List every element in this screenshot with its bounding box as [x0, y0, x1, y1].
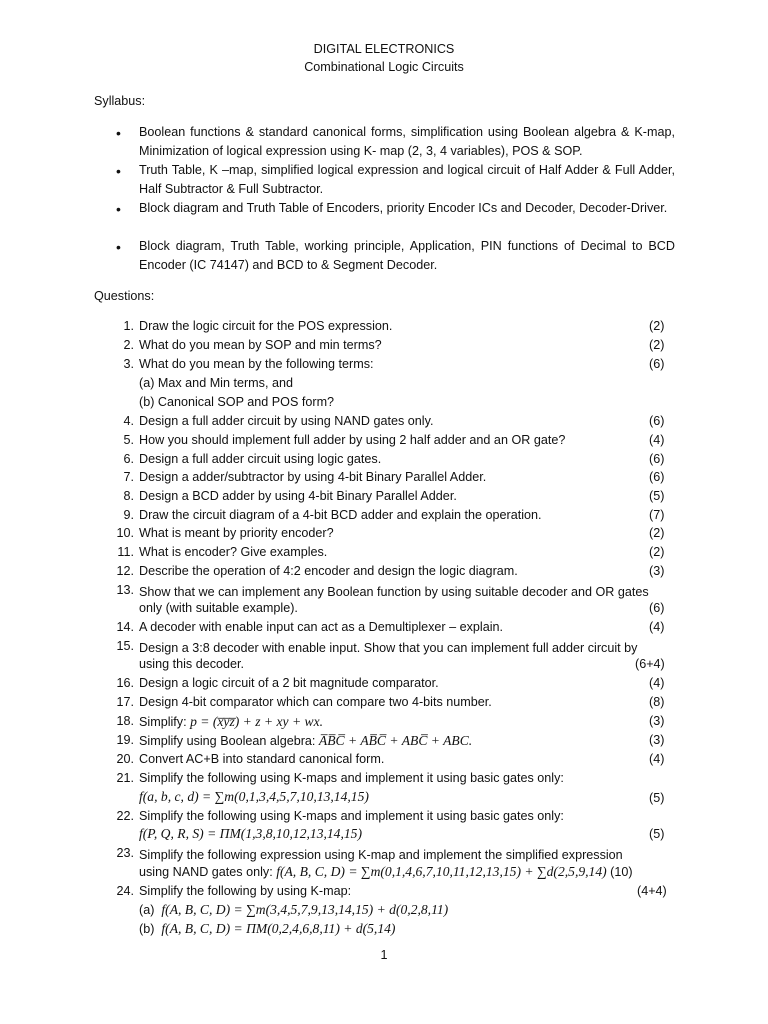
question-text: Design 4-bit comparator which can compare two 4-bits number.: [139, 695, 492, 709]
question-text: Show that we can implement any Boolean function by using suitable decoder and OR gates: [139, 585, 649, 599]
question-marks: (6): [649, 601, 665, 615]
question-marks: (5): [649, 827, 665, 841]
question-number: 12.: [116, 564, 134, 578]
question-text: Design a full adder circuit using logic gates.: [139, 452, 382, 466]
question-number: 13.: [116, 583, 134, 597]
question-text: What is meant by priority encoder?: [139, 526, 334, 540]
question-marks: (4): [649, 433, 665, 447]
bullet-icon: •: [116, 201, 121, 217]
question-marks: (4): [649, 620, 665, 634]
question-marks: (5): [649, 791, 665, 805]
question-number: 11.: [117, 545, 134, 559]
question-text: Simplify the following using K-maps and implement it using basic gates only:: [139, 771, 564, 785]
question-marks: (4): [649, 752, 665, 766]
question-subitem: [139, 902, 448, 918]
question-text-continued: using this decoder.: [139, 657, 245, 671]
question-marks: (3): [649, 714, 665, 728]
bullet-icon: •: [116, 163, 121, 179]
question-number: 14.: [116, 620, 134, 634]
question-number: 19.: [116, 733, 134, 747]
question-number: 17.: [116, 695, 134, 709]
question-number: 4.: [123, 414, 134, 428]
question-number: 6.: [123, 452, 134, 466]
question-number: 20.: [116, 752, 134, 766]
question-prompt: Simplify using Boolean algebra:: [139, 734, 316, 748]
question-subitem: (a) Max and Min terms, and: [139, 376, 293, 390]
question-marks: (4+4): [637, 884, 667, 898]
question-marks: (2): [649, 319, 665, 333]
math-expression: f(a, b, c, d) = ∑m(0,1,3,4,5,7,10,13,14,15): [139, 789, 369, 804]
question-text: What is encoder? Give examples.: [139, 545, 328, 559]
question-marks: (6): [649, 414, 665, 428]
syllabus-item: Block diagram, Truth Table, working principle, Application, PIN functions of Decimal to BCD Encoder (IC 74147) and BCD to & Segment Decoder.: [139, 239, 675, 272]
question-number: 8.: [123, 489, 134, 503]
math-expression: f(P, Q, R, S) = ΠM(1,3,8,10,12,13,14,15): [139, 826, 363, 841]
math-expression: A̅B̅C̅ + AB̅C̅ + ABC̅ + ABC.: [318, 733, 473, 748]
question-subitem: [139, 921, 395, 937]
question-text: Describe the operation of 4:2 encoder and design the logic diagram.: [139, 564, 518, 578]
question-number: 24.: [116, 884, 134, 898]
question-number: 22.: [116, 809, 134, 823]
question-text: Draw the circuit diagram of a 4-bit BCD adder and explain the operation.: [139, 508, 542, 522]
math-expression: f(A, B, C, D) = ΠM(0,2,4,6,8,11) + d(5,14): [161, 921, 396, 936]
question-number: 23.: [116, 846, 134, 860]
question-text: [139, 714, 323, 730]
question-marks: (10): [610, 865, 633, 879]
question-marks: (6): [649, 452, 665, 466]
bullet-icon: •: [116, 239, 121, 255]
question-marks: (3): [649, 733, 665, 747]
subitem-label: (b): [139, 922, 155, 936]
question-number: 15.: [116, 639, 134, 653]
question-number: 16.: [116, 676, 134, 690]
subitem-label: (a): [139, 903, 155, 917]
question-number: 1.: [123, 319, 134, 333]
question-text: Design a full adder circuit by using NAND gates only.: [139, 414, 434, 428]
syllabus-label: Syllabus:: [94, 94, 146, 108]
question-number: 7.: [123, 470, 134, 484]
question-text: Design a BCD adder by using 4-bit Binary Parallel Adder.: [139, 489, 457, 503]
math-expression: p = (x̅y̅z̅) + z + xy + wx.: [190, 714, 324, 729]
question-number: 21.: [116, 771, 134, 785]
page-number: 1: [380, 948, 388, 962]
question-number: 5.: [123, 433, 134, 447]
math-expression: f(A, B, C, D) = ∑m(0,1,4,6,7,10,11,12,13,15) + ∑d(2,5,9,14): [276, 864, 607, 879]
question-marks: (2): [649, 338, 665, 352]
question-text: Simplify the following expression using K-map and implement the simplified expression: [139, 848, 623, 862]
question-subitem: (b) Canonical SOP and POS form?: [139, 395, 335, 409]
question-marks: (7): [649, 508, 665, 522]
document-title: DIGITAL ELECTRONICS: [313, 42, 455, 56]
question-text: What do you mean by the following terms:: [139, 357, 374, 371]
question-text: Simplify the following using K-maps and implement it using basic gates only:: [139, 809, 564, 823]
question-number: 3.: [123, 357, 134, 371]
question-prompt: using NAND gates only:: [139, 865, 273, 879]
syllabus-item: Boolean functions & standard canonical forms, simplification using Boolean algebra & K-map, Minimization of logical expression using K- map (2, 3, 4 variables), POS & SOP.: [139, 125, 675, 158]
question-text: Design a logic circuit of a 2 bit magnitude comparator.: [139, 676, 439, 690]
question-marks: (2): [649, 545, 665, 559]
question-text-continued: [139, 864, 633, 880]
question-text: Design a 3:8 decoder with enable input. Show that you can implement full adder circuit by: [139, 641, 638, 655]
question-marks: (6): [649, 470, 665, 484]
question-number: 9.: [123, 508, 134, 522]
question-text: [139, 733, 472, 749]
question-prompt: Simplify:: [139, 715, 187, 729]
question-text: A decoder with enable input can act as a Demultiplexer – explain.: [139, 620, 504, 634]
question-marks: (8): [649, 695, 665, 709]
question-marks: (6+4): [635, 657, 665, 671]
question-marks: (3): [649, 564, 665, 578]
question-number: 18.: [116, 714, 134, 728]
question-marks: (5): [649, 489, 665, 503]
question-text: What do you mean by SOP and min terms?: [139, 338, 382, 352]
question-text: Design a adder/subtractor by using 4-bit Binary Parallel Adder.: [139, 470, 487, 484]
question-text-continued: only (with suitable example).: [139, 601, 298, 615]
question-text: How you should implement full adder by using 2 half adder and an OR gate?: [139, 433, 566, 447]
syllabus-item: Truth Table, K –map, simplified logical expression and logical circuit of Half Adder & Full Adder, Half Subtractor & Full Subtractor.: [139, 163, 675, 196]
question-number: 2.: [123, 338, 134, 352]
math-expression: f(A, B, C, D) = ∑m(3,4,5,7,9,13,14,15) + d(0,2,8,11): [161, 902, 449, 917]
question-text: Convert AC+B into standard canonical form.: [139, 752, 385, 766]
question-text: Simplify the following by using K-map:: [139, 884, 352, 898]
document-subtitle: Combinational Logic Circuits: [304, 60, 464, 74]
syllabus-item: Block diagram and Truth Table of Encoders, priority Encoder ICs and Decoder, Decoder-Driver.: [139, 201, 668, 215]
question-marks: (4): [649, 676, 665, 690]
question-marks: (6): [649, 357, 665, 371]
question-marks: (2): [649, 526, 665, 540]
question-text: Draw the logic circuit for the POS expression.: [139, 319, 393, 333]
questions-label: Questions:: [94, 289, 155, 303]
bullet-icon: •: [116, 125, 121, 141]
question-number: 10.: [116, 526, 134, 540]
